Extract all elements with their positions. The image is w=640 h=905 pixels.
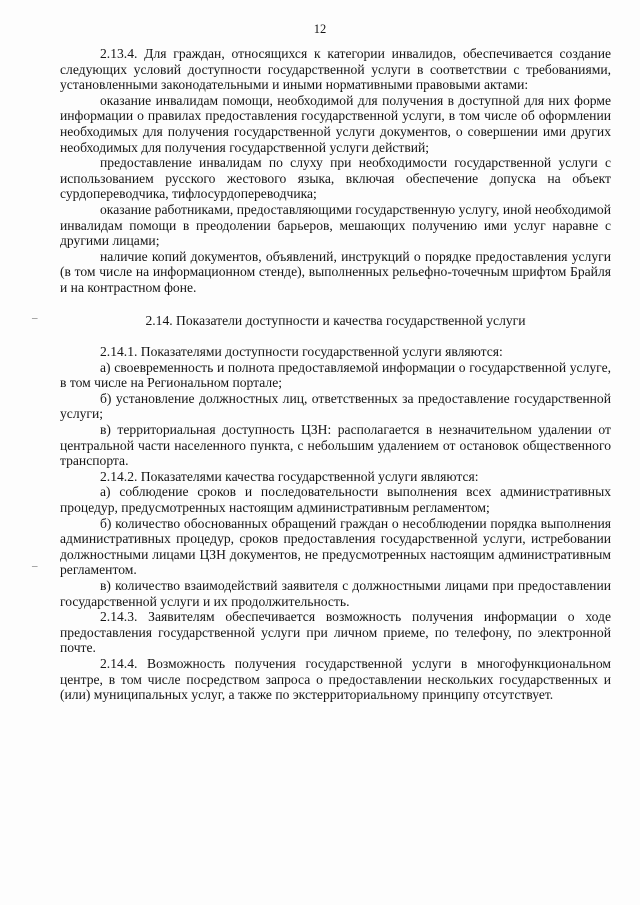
paragraph-barriers: оказание работниками, предоставляющими государственную услугу, иной необходимой инвалидам помощи в преодолении барьеров, мешающих получению ими услуг наравне с другими лицами; — [60, 201, 611, 249]
list-item-b: б) количество обоснованных обращений граждан о несоблюдении порядка выполнения административных процедур, сроков предоставления государственной услуги, истребовании должностными лицами ЦЗН документов, не предусмотренных настоящим административным регламентом. — [60, 515, 611, 578]
paragraph-2-14-2: 2.14.2. Показателями качества государственной услуги являются: — [100, 468, 479, 484]
list-item-a: а) соблюдение сроков и последовательности выполнения всех административных процедур, предусмотренных настоящим административным регламентом; — [60, 484, 611, 516]
paragraph-2-14-1: 2.14.1. Показателями доступности государственной услуги являются: — [100, 344, 503, 360]
document-body — [60, 46, 611, 703]
list-item-b: б) установление должностных лиц, ответственных за предоставление государственной услуги; — [60, 390, 611, 422]
paragraph-assistance: оказание инвалидам помощи, необходимой для получения в доступной для них форме информации о правилах предоставления государственной услуги, в том числе об оформлении необходимых для получения государственной услуги документов, о совершении ими других необходимых для получения государственной услуги действий; — [60, 92, 611, 155]
paragraph-2-13-4: 2.13.4. Для граждан, относящихся к категории инвалидов, обеспечивается создание следующих условий доступности государственной услуги в соответствии с требованиями, установленными законодательными и иными нормативными правовыми актами: — [60, 46, 611, 93]
list-item-v: в) количество взаимодействий заявителя с должностными лицами при предоставлении государственной услуги и их продолжительность. — [60, 578, 611, 609]
list-item-v: в) территориальная доступность ЦЗН: располагается в незначительном удалении от центральной части населенного пункта, с небольшим удалением от остановок общественного транспорта. — [60, 422, 611, 469]
margin-mark: – — [32, 312, 38, 324]
paragraph-braille: наличие копий документов, объявлений, инструкций о порядке предоставления услуги (в том числе на информационном стенде), выполненных рельефно-точечным шрифтом Брайля и на контрастном фоне. — [60, 248, 611, 295]
section-heading-2-14: 2.14. Показатели доступности и качества государственной услуги — [145, 312, 526, 328]
paragraph-2-14-3: 2.14.3. Заявителям обеспечивается возможность получения информации о ходе предоставления государственной услуги при личном приеме, по телефону, по электронной почте. — [60, 609, 611, 656]
margin-mark: – — [32, 560, 38, 572]
list-item-a: а) своевременность и полнота предоставляемой информации о государственной услуге, в том числе на Региональном портале; — [60, 359, 611, 391]
page-number: 12 — [313, 22, 327, 36]
paragraph-2-14-4: 2.14.4. Возможность получения государственной услуги в многофункциональном центре, в том числе посредством запроса о предоставлении нескольких государственных и (или) муниципальных услуг, а также по экстерриториальному принципу отсутствует. — [60, 655, 611, 703]
paragraph-sign-language: предоставление инвалидам по слуху при необходимости государственной услуги с использованием русского жестового языка, включая обеспечение допуска на объект сурдопереводчика, тифлосурдопереводчика; — [60, 155, 611, 202]
